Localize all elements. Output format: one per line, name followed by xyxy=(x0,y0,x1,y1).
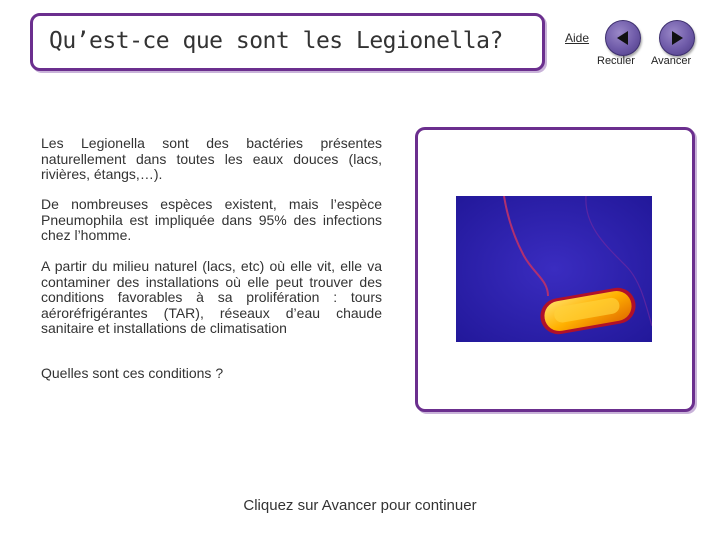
paragraph-question: Quelles sont ces conditions ? xyxy=(41,365,224,381)
help-link[interactable]: Aide xyxy=(565,31,590,45)
legionella-micrograph xyxy=(456,196,652,342)
forward-label: Avancer xyxy=(651,55,692,67)
paragraph-species: De nombreuses espèces existent, mais l’espèce Pneumophila est impliquée dans 95% des infections chez l’homme. xyxy=(41,196,382,243)
triangle-left-icon xyxy=(606,21,640,55)
title-box xyxy=(30,13,545,71)
paragraph-intro: Les Legionella sont des bactéries présentes naturellement dans toutes les eaux douces (lacs, rivières, étangs,…). xyxy=(41,135,382,182)
page-title: Qu’est-ce que sont les Legionella? xyxy=(49,28,503,54)
back-button[interactable] xyxy=(605,20,641,56)
footer-instruction-label: Cliquez sur Avancer pour continuer xyxy=(243,497,477,514)
footer-instruction xyxy=(0,497,720,514)
paragraph-contamination: A partir du milieu naturel (lacs, etc) où elle vit, elle va contaminer des installations où elle peut trouver des conditions favorables à sa prolifération : tours aéroréfrigérantes (TAR), réseaux d’eau chaude sanitaire et installations de climatisation xyxy=(41,258,382,336)
back-label: Reculer xyxy=(597,55,635,67)
forward-button[interactable] xyxy=(659,20,695,56)
triangle-right-icon xyxy=(660,21,694,55)
